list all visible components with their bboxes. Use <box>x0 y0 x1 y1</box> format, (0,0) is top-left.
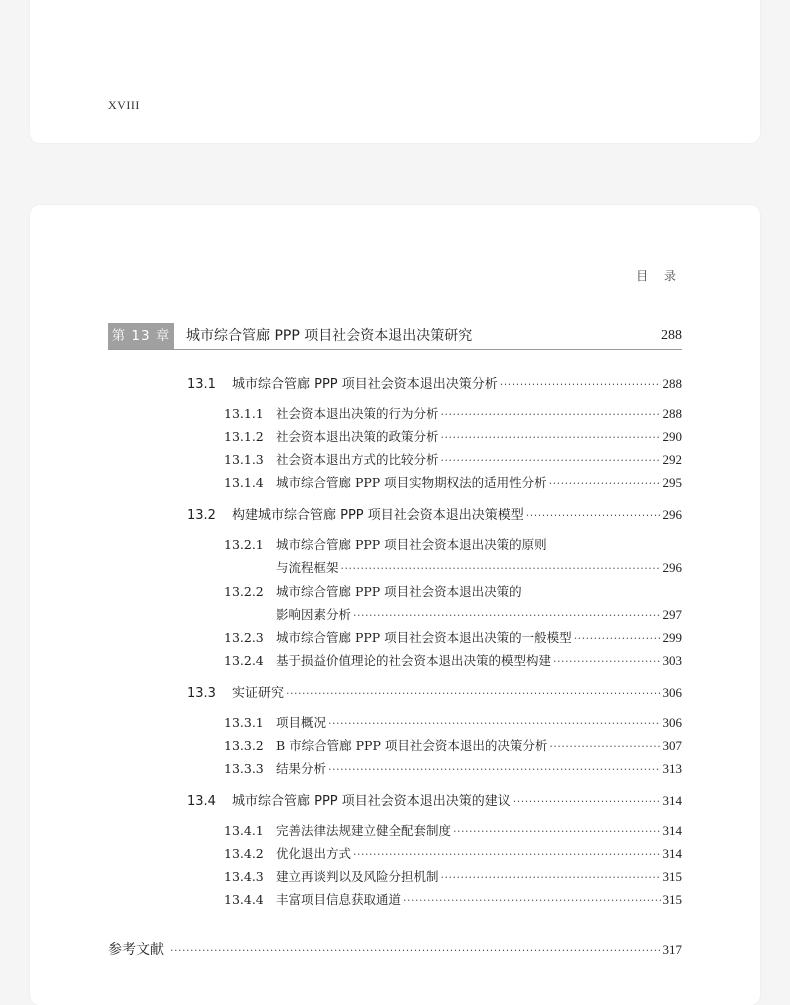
subsection-title: 社会资本退出决策的行为分析 <box>276 406 439 421</box>
subsection-number: 13.4.4 <box>224 892 264 907</box>
toc-section-13-4[interactable] <box>187 792 682 811</box>
section-number: 13.4 <box>187 794 216 809</box>
chapter-badge: 第 13 章 <box>108 323 174 349</box>
toc-subsection-13-2-2-line1[interactable] <box>224 583 522 601</box>
toc-subsection-13-4-2[interactable] <box>224 845 682 864</box>
leader-dots <box>441 869 661 887</box>
leader-dots <box>403 892 660 910</box>
leader-dots <box>353 607 660 625</box>
leader-dots <box>553 653 660 671</box>
toc-section-13-1[interactable] <box>187 375 682 394</box>
leader-dots <box>170 942 661 960</box>
toc-subsection-13-4-3[interactable] <box>224 868 682 887</box>
toc-subsection-13-2-3[interactable] <box>224 629 682 648</box>
toc-subsection-13-4-1[interactable] <box>224 822 682 841</box>
section-number: 13.2 <box>187 508 216 523</box>
page-number: 303 <box>662 653 682 668</box>
subsection-title: 社会资本退出方式的比较分析 <box>276 452 439 467</box>
toc-subsection-13-3-3[interactable] <box>224 760 682 779</box>
subsection-title: 基于损益价值理论的社会资本退出决策的模型构建 <box>276 653 552 668</box>
leader-dots <box>513 793 661 811</box>
leader-dots <box>549 738 660 756</box>
section-number: 13.3 <box>187 686 216 701</box>
leader-dots <box>526 507 661 525</box>
page-number: 317 <box>662 942 682 957</box>
leader-dots <box>286 685 660 703</box>
page-number: 315 <box>662 892 682 907</box>
page-number: 306 <box>662 685 682 700</box>
subsection-number: 13.2.4 <box>224 653 264 668</box>
references-title: 参考文献 <box>108 942 164 958</box>
toc-references[interactable] <box>108 941 682 960</box>
page-number: 306 <box>662 715 682 730</box>
running-head: 目 录 <box>636 269 682 283</box>
page-roman-numeral: XVIII <box>108 98 140 112</box>
page-number: 296 <box>662 507 682 522</box>
subsection-title-cont: 与流程框架 <box>276 560 339 575</box>
page-number: 314 <box>662 793 682 808</box>
subsection-title: 项目概况 <box>276 715 327 730</box>
subsection-title: 城市综合管廊 PPP 项目社会资本退出决策的 <box>276 584 522 599</box>
subsection-number: 13.4.1 <box>224 823 264 838</box>
subsection-title: 城市综合管廊 PPP 项目社会资本退出决策的原则 <box>276 537 547 552</box>
subsection-title: 完善法律法规建立健全配套制度 <box>276 823 452 838</box>
page-number: 288 <box>662 376 682 391</box>
toc-subsection-13-2-1-line2[interactable] <box>276 559 682 578</box>
previous-page <box>30 0 760 143</box>
page-number: 314 <box>662 846 682 861</box>
section-title: 实证研究 <box>232 686 285 701</box>
leader-dots <box>328 761 660 779</box>
subsection-number: 13.1.1 <box>224 406 264 421</box>
page-number: 295 <box>662 475 682 490</box>
page-number: 297 <box>662 607 682 622</box>
page-number: 292 <box>662 452 682 467</box>
subsection-number: 13.2.3 <box>224 630 264 645</box>
subsection-number: 13.3.2 <box>224 738 264 753</box>
section-title: 构建城市综合管廊 PPP 项目社会资本退出决策模型 <box>232 508 524 523</box>
subsection-title: 城市综合管廊 PPP 项目实物期权法的适用性分析 <box>276 475 547 490</box>
chapter-title: 城市综合管廊 PPP 项目社会资本退出决策研究 <box>186 328 473 344</box>
toc-subsection-13-1-4[interactable] <box>224 474 682 493</box>
section-title: 城市综合管廊 PPP 项目社会资本退出决策分析 <box>232 377 498 392</box>
chapter-page-number: 288 <box>661 328 682 343</box>
leader-dots <box>500 376 661 394</box>
subsection-number: 13.3.3 <box>224 761 264 776</box>
toc-subsection-13-2-4[interactable] <box>224 652 682 671</box>
leader-dots <box>453 823 660 841</box>
page-number: 288 <box>662 406 682 421</box>
subsection-title: B 市综合管廊 PPP 项目社会资本退出的决策分析 <box>276 738 548 753</box>
section-number: 13.1 <box>187 377 216 392</box>
subsection-title: 建立再谈判以及风险分担机制 <box>276 869 439 884</box>
subsection-number: 13.2.1 <box>224 537 264 552</box>
toc-subsection-13-1-3[interactable] <box>224 451 682 470</box>
leader-dots <box>549 475 661 493</box>
toc-section-13-2[interactable] <box>187 506 682 525</box>
leader-dots <box>574 630 661 648</box>
subsection-number: 13.2.2 <box>224 584 264 599</box>
leader-dots <box>441 452 661 470</box>
section-title: 城市综合管廊 PPP 项目社会资本退出决策的建议 <box>232 794 511 809</box>
subsection-title: 优化退出方式 <box>276 846 352 861</box>
leader-dots <box>328 715 660 733</box>
leader-dots <box>353 846 660 864</box>
toc-subsection-13-3-2[interactable] <box>224 737 682 756</box>
page-number: 314 <box>662 823 682 838</box>
toc-section-13-3[interactable] <box>187 684 682 703</box>
page-number: 307 <box>662 738 682 753</box>
toc-subsection-13-4-4[interactable] <box>224 891 682 910</box>
toc-subsection-13-2-2-line2[interactable] <box>276 606 682 625</box>
subsection-title-cont: 影响因素分析 <box>276 607 352 622</box>
subsection-number: 13.4.2 <box>224 846 264 861</box>
subsection-number: 13.1.4 <box>224 475 264 490</box>
toc-subsection-13-1-1[interactable] <box>224 405 682 424</box>
page-number: 290 <box>662 429 682 444</box>
subsection-number: 13.1.2 <box>224 429 264 444</box>
toc-subsection-13-2-1-line1[interactable] <box>224 536 547 554</box>
leader-dots <box>441 429 661 447</box>
page-number: 313 <box>662 761 682 776</box>
page-number: 296 <box>662 560 682 575</box>
chapter-heading[interactable] <box>108 323 682 350</box>
page-number: 315 <box>662 869 682 884</box>
subsection-number: 13.3.1 <box>224 715 264 730</box>
subsection-title: 社会资本退出决策的政策分析 <box>276 429 439 444</box>
subsection-title: 结果分析 <box>276 761 327 776</box>
page-number: 299 <box>662 630 682 645</box>
leader-dots <box>441 406 661 424</box>
subsection-title: 丰富项目信息获取通道 <box>276 892 402 907</box>
subsection-number: 13.1.3 <box>224 452 264 467</box>
toc-page <box>30 205 760 1005</box>
toc-subsection-13-1-2[interactable] <box>224 428 682 447</box>
leader-dots <box>341 560 661 578</box>
subsection-number: 13.4.3 <box>224 869 264 884</box>
subsection-title: 城市综合管廊 PPP 项目社会资本退出决策的一般模型 <box>276 630 572 645</box>
toc-subsection-13-3-1[interactable] <box>224 714 682 733</box>
